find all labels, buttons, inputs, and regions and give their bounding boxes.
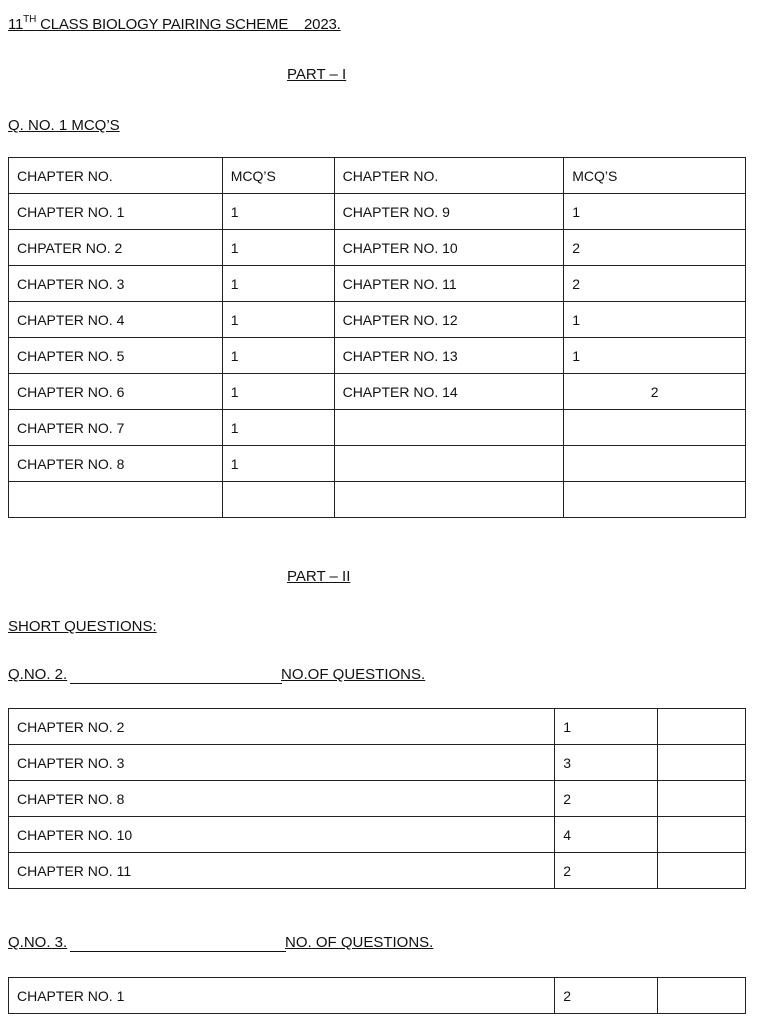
- table-cell: CHAPTER NO. 6: [9, 374, 223, 410]
- table-cell: 1: [222, 230, 334, 266]
- table-cell: 4: [555, 817, 658, 853]
- table-cell: CHAPTER NO. 13: [334, 338, 564, 374]
- table-cell: [658, 745, 746, 781]
- table-cell: 2: [555, 853, 658, 889]
- table-row: [9, 781, 746, 817]
- header-cell: CHAPTER NO.: [334, 158, 564, 194]
- header-cell: MCQ’S: [222, 158, 334, 194]
- table-cell: [658, 978, 746, 1014]
- table-cell: CHAPTER NO. 3: [9, 745, 555, 781]
- table-row: [9, 978, 746, 1014]
- question-two-label: Q.NO. 2.: [8, 666, 68, 683]
- table-cell: 2: [564, 266, 746, 302]
- table-cell: CHAPTER NO. 1: [9, 194, 223, 230]
- table-cell: 1: [222, 446, 334, 482]
- table-cell: CHAPTER NO. 8: [9, 446, 223, 482]
- table-cell: 1: [222, 338, 334, 374]
- table-cell: 2: [555, 978, 658, 1014]
- table-cell: 1: [222, 302, 334, 338]
- table-cell: [564, 410, 746, 446]
- table-cell: 1: [555, 709, 658, 745]
- table-cell: 1: [564, 338, 746, 374]
- table-row: [9, 482, 746, 518]
- question-two-count-label: NO.OF QUESTIONS.: [281, 666, 426, 683]
- header-cell: CHAPTER NO.: [9, 158, 223, 194]
- table-cell: CHPATER NO. 2: [9, 230, 223, 266]
- table-row: [9, 266, 746, 302]
- table-row: [9, 745, 746, 781]
- question-three-count-label: NO. OF QUESTIONS.: [285, 934, 434, 951]
- table-cell: CHAPTER NO. 9: [334, 194, 564, 230]
- table-cell: 1: [222, 266, 334, 302]
- table-cell: CHAPTER NO. 10: [9, 817, 555, 853]
- divider: [70, 683, 282, 684]
- table-cell: [334, 446, 564, 482]
- table-row: [9, 410, 746, 446]
- title-prefix: 11: [8, 16, 24, 33]
- table-row: [9, 853, 746, 889]
- table-cell: [658, 817, 746, 853]
- table-cell: CHAPTER NO. 4: [9, 302, 223, 338]
- document-title: [8, 14, 341, 33]
- table-cell: CHAPTER NO. 12: [334, 302, 564, 338]
- table-row: [9, 302, 746, 338]
- table-cell: 1: [222, 410, 334, 446]
- table-cell: CHAPTER NO. 11: [334, 266, 564, 302]
- table-cell: 2: [564, 374, 746, 410]
- title-text: CLASS BIOLOGY PAIRING SCHEME 2023.: [36, 16, 341, 33]
- question-three-table: [8, 977, 746, 1014]
- table-header-row: [9, 158, 746, 194]
- table-cell: CHAPTER NO. 10: [334, 230, 564, 266]
- table-cell: CHAPTER NO. 14: [334, 374, 564, 410]
- table-cell: [222, 482, 334, 518]
- header-cell: MCQ’S: [564, 158, 746, 194]
- table-cell: CHAPTER NO. 3: [9, 266, 223, 302]
- table-row: [9, 709, 746, 745]
- table-cell: CHAPTER NO. 8: [9, 781, 555, 817]
- table-cell: CHAPTER NO. 7: [9, 410, 223, 446]
- question-one-heading: Q. NO. 1 MCQ’S: [8, 117, 120, 134]
- title-superscript: TH: [23, 14, 37, 25]
- table-cell: 3: [555, 745, 658, 781]
- table-cell: [658, 781, 746, 817]
- table-cell: CHAPTER NO. 11: [9, 853, 555, 889]
- table-cell: CHAPTER NO. 2: [9, 709, 555, 745]
- table-cell: [334, 410, 564, 446]
- table-cell: [9, 482, 223, 518]
- table-cell: 1: [564, 194, 746, 230]
- table-cell: 2: [555, 781, 658, 817]
- table-row: [9, 374, 746, 410]
- table-cell: CHAPTER NO. 1: [9, 978, 555, 1014]
- table-row: [9, 446, 746, 482]
- table-cell: [564, 446, 746, 482]
- mcq-table: [8, 157, 746, 518]
- table-cell: [658, 709, 746, 745]
- table-cell: 2: [564, 230, 746, 266]
- table-cell: [564, 482, 746, 518]
- question-two-table: [8, 708, 746, 889]
- table-cell: 1: [564, 302, 746, 338]
- table-row: [9, 338, 746, 374]
- part-one-heading: PART – I: [287, 66, 347, 83]
- table-cell: [334, 482, 564, 518]
- table-cell: 1: [222, 374, 334, 410]
- table-row: [9, 817, 746, 853]
- table-cell: CHAPTER NO. 5: [9, 338, 223, 374]
- table-row: [9, 230, 746, 266]
- divider: [70, 951, 286, 952]
- part-two-heading: PART – II: [287, 568, 351, 585]
- table-cell: 1: [222, 194, 334, 230]
- short-questions-heading: SHORT QUESTIONS:: [8, 618, 157, 635]
- table-row: [9, 194, 746, 230]
- question-three-label: Q.NO. 3.: [8, 934, 68, 951]
- table-cell: [658, 853, 746, 889]
